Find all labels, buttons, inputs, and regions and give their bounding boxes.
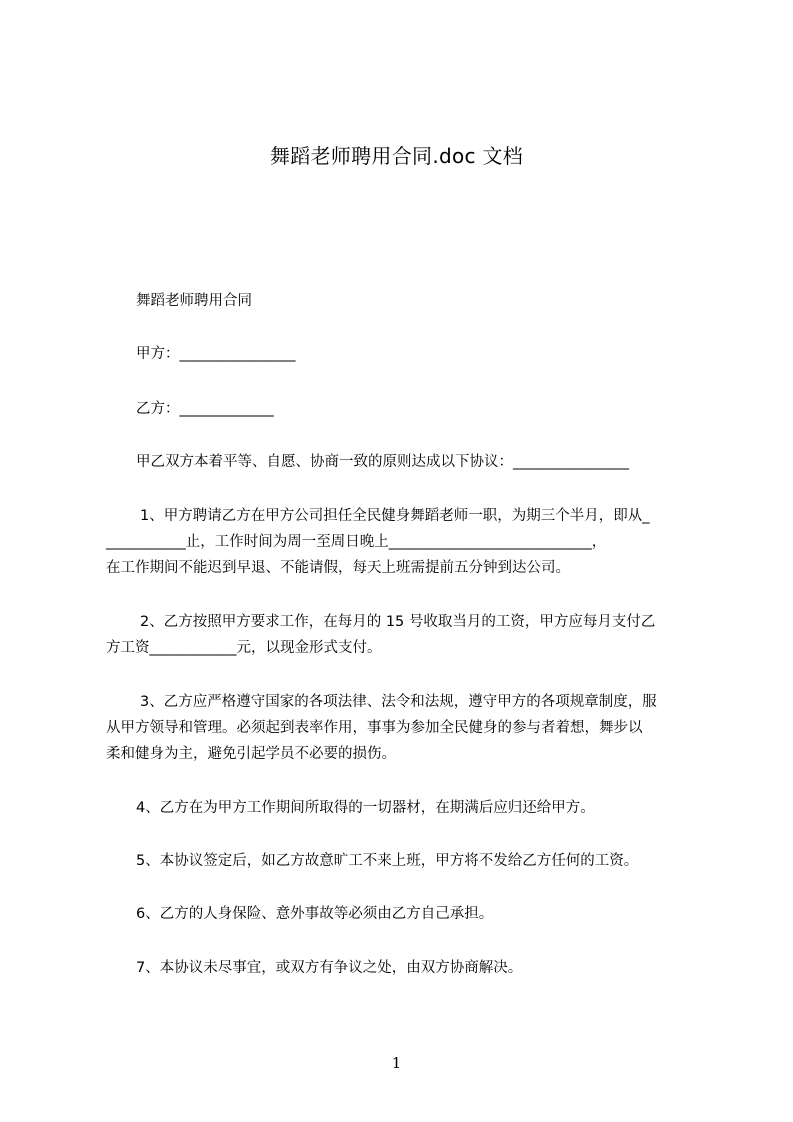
clause-1-line-2: ___________止，工作时间为周一至周日晚上____________________________， [106,534,607,550]
clause-3-line-2: 从甲方领导和管理。必须起到表率作用，事事为参加全民健身的参与者着想，舞步以 [106,720,643,736]
intro-paragraph: 甲乙双方本着平等、自愿、协商一致的原则达成以下协议：________________ [136,454,629,470]
party-a-line: 甲方：________________ [136,346,296,362]
clause-3-line-1: 3、乙方应严格遵守国家的各项法律、法令和法规，遵守甲方的各项规章制度，服 [140,694,657,710]
clause-4: 4、乙方在为甲方工作期间所取得的一切器材，在期满后应归还给甲方。 [136,800,595,816]
party-b-line: 乙方：_____________ [136,401,274,417]
clause-3-line-3: 柔和健身为主，避免引起学员不必要的损伤。 [106,746,396,762]
document-title: 舞蹈老师聘用合同.doc 文档 [269,144,524,168]
clause-1-line-1: 1、甲方聘请乙方在甲方公司担任全民健身舞蹈老师一职，为期三个半月，即从_ [140,508,650,524]
clause-7: 7、本协议未尽事宜，或双方有争议之处，由双方协商解决。 [136,960,523,976]
clause-2-line-2: 方工资____________元，以现金形式支付。 [106,640,382,656]
contract-heading: 舞蹈老师聘用合同 [136,293,252,309]
clause-6: 6、乙方的人身保险、意外事故等必须由乙方自己承担。 [136,906,494,922]
clause-1-line-3: 在工作期间不能迟到早退、不能请假，每天上班需提前五分钟到达公司。 [106,560,570,576]
clause-2-line-1: 2、乙方按照甲方要求工作，在每月的 15 号收取当月的工资，甲方应每月支付乙 [140,614,656,630]
clause-5: 5、本协议签定后，如乙方故意旷工不来上班，甲方将不发给乙方任何的工资。 [136,853,639,869]
page-number: 1 [391,1054,402,1072]
